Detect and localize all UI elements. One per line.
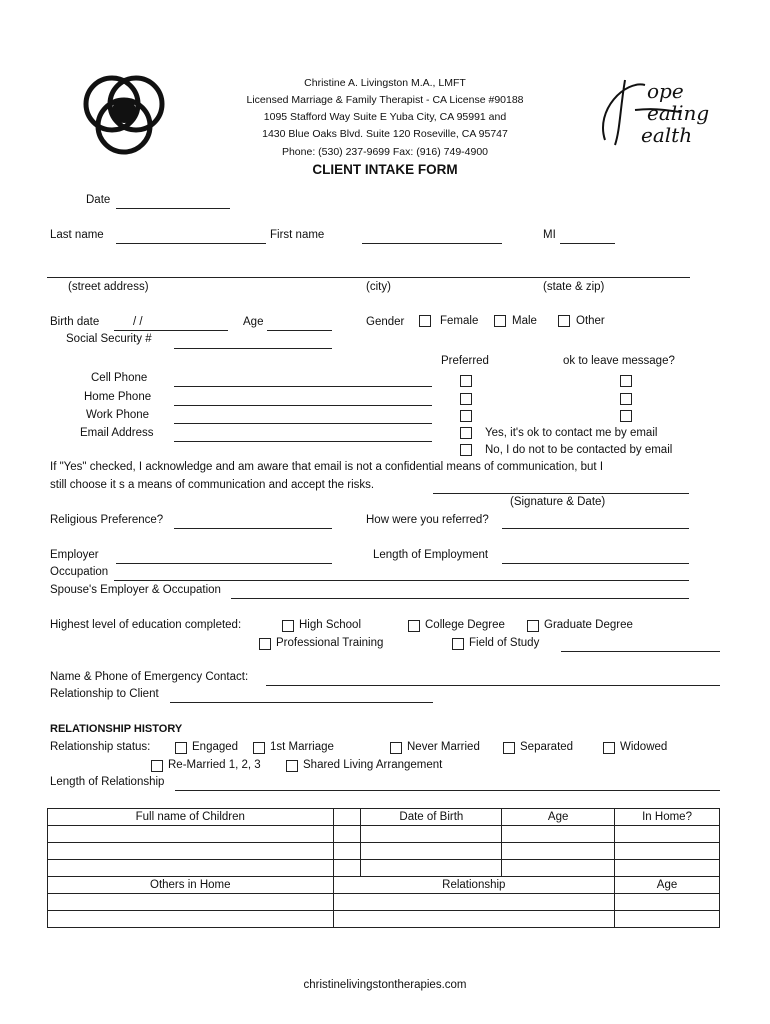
svg-text:ope: ope (647, 79, 684, 103)
header-line-1: Christine A. Livingston M.A., LMFT (304, 77, 466, 89)
email-label: Email Address (80, 427, 154, 439)
graduate-label: Graduate Degree (544, 619, 633, 631)
table-row[interactable] (48, 894, 720, 911)
relationship-history-heading: RELATIONSHIP HISTORY (50, 723, 183, 735)
ssn-field[interactable] (174, 348, 332, 349)
field-study-field[interactable] (561, 651, 720, 652)
gender-label: Gender (366, 316, 405, 328)
first-name-label: First name (270, 229, 325, 241)
female-label: Female (440, 315, 479, 327)
table-cell[interactable] (361, 860, 502, 877)
table-cell[interactable] (48, 843, 334, 860)
age-header: Age (502, 809, 615, 826)
other-gender-checkbox[interactable] (558, 315, 570, 327)
ssn-label: Social Security # (66, 333, 152, 345)
referred-field[interactable] (502, 528, 689, 529)
first-name-field[interactable] (362, 243, 502, 244)
table-cell[interactable] (502, 826, 615, 843)
children-name-header: Full name of Children (48, 809, 334, 826)
birth-date-field[interactable] (114, 330, 228, 331)
last-name-field[interactable] (116, 243, 266, 244)
shared-living-checkbox[interactable] (286, 760, 298, 772)
relationship-client-label: Relationship to Client (50, 688, 159, 700)
table-cell[interactable] (361, 843, 502, 860)
street-label: (street address) (68, 281, 149, 293)
widowed-checkbox[interactable] (603, 742, 615, 754)
table-cell[interactable] (48, 826, 334, 843)
children-table (47, 808, 720, 928)
other-gender-label: Other (576, 315, 605, 327)
header-line-2: Licensed Marriage & Family Therapist - CA License #90188 (246, 94, 524, 106)
disclaimer-line-2: still choose it s a means of communication and accept the risks. (50, 479, 375, 491)
remarried-label: Re-Married 1, 2, 3 (168, 759, 261, 771)
female-checkbox[interactable] (419, 315, 431, 327)
cell-phone-label: Cell Phone (91, 372, 148, 384)
separated-checkbox[interactable] (503, 742, 515, 754)
religious-field[interactable] (174, 528, 332, 529)
age-label: Age (243, 316, 264, 328)
engaged-label: Engaged (192, 741, 239, 753)
table-cell[interactable] (615, 843, 720, 860)
disclaimer-line-1: If "Yes" checked, I acknowledge and am aware that email is not a confidential means of communication, but I (50, 461, 604, 473)
birth-date-label: Birth date (50, 316, 100, 328)
separated-label: Separated (520, 741, 574, 753)
table-row[interactable] (48, 826, 720, 843)
others-age-header: Age (615, 877, 720, 894)
emergency-label: Name & Phone of Emergency Contact: (50, 671, 249, 683)
signature-date-label: (Signature & Date) (510, 496, 606, 508)
header-line-4: 1430 Blue Oaks Blvd. Suite 120 Roseville, CA 95747 (262, 128, 508, 140)
svg-text:ealth: ealth (641, 123, 693, 147)
state-zip-label: (state & zip) (543, 281, 605, 293)
engaged-checkbox[interactable] (175, 742, 187, 754)
employer-label: Employer (50, 549, 99, 561)
employer-field[interactable] (116, 563, 332, 564)
never-married-label: Never Married (407, 741, 480, 753)
table-cell[interactable] (333, 894, 615, 911)
mi-label: MI (543, 229, 556, 241)
work-message-checkbox[interactable] (620, 410, 632, 422)
education-label: Highest level of education completed: (50, 619, 242, 631)
table-row[interactable] (48, 860, 720, 877)
age-field[interactable] (267, 330, 332, 331)
home-phone-label: Home Phone (84, 391, 152, 403)
city-label: (city) (366, 281, 391, 293)
date-field[interactable] (116, 208, 230, 209)
field-study-label: Field of Study (469, 637, 540, 649)
table-cell[interactable] (615, 911, 720, 928)
graduate-checkbox[interactable] (527, 620, 539, 632)
home-preferred-checkbox[interactable] (460, 393, 472, 405)
occupation-field[interactable] (114, 580, 689, 581)
table-cell[interactable] (333, 826, 361, 843)
home-message-checkbox[interactable] (620, 393, 632, 405)
email-no-label: No, I do not to be contacted by email (485, 444, 673, 456)
page-title: CLIENT INTAKE FORM (312, 162, 458, 177)
email-field[interactable] (174, 441, 432, 442)
male-checkbox[interactable] (494, 315, 506, 327)
high-school-checkbox[interactable] (282, 620, 294, 632)
spouse-field[interactable] (231, 598, 689, 599)
mi-field[interactable] (560, 243, 615, 244)
date-label: Date (86, 194, 111, 206)
home-phone-field[interactable] (174, 405, 432, 406)
work-phone-field[interactable] (174, 423, 432, 424)
college-checkbox[interactable] (408, 620, 420, 632)
length-employment-field[interactable] (502, 563, 689, 564)
table-row[interactable] (48, 911, 720, 928)
others-header-row (48, 877, 720, 894)
dob-header: Date of Birth (361, 809, 502, 826)
table-cell (333, 809, 361, 826)
cell-phone-field[interactable] (174, 386, 432, 387)
email-no-checkbox[interactable] (460, 444, 472, 456)
length-employment-label: Length of Employment (373, 549, 489, 561)
birth-date-slashes: / / (133, 316, 143, 328)
relationship-client-field[interactable] (170, 702, 433, 703)
professional-checkbox[interactable] (259, 638, 271, 650)
email-yes-label: Yes, it's ok to contact me by email (485, 427, 658, 439)
male-label: Male (512, 315, 537, 327)
in-home-header: In Home? (615, 809, 720, 826)
table-row[interactable] (48, 843, 720, 860)
table-cell[interactable] (615, 860, 720, 877)
cell-message-checkbox[interactable] (620, 375, 632, 387)
table-cell[interactable] (615, 826, 720, 843)
table-cell[interactable] (48, 911, 334, 928)
table-cell[interactable] (615, 894, 720, 911)
table-cell[interactable] (333, 843, 361, 860)
preferred-label: Preferred (441, 355, 489, 367)
college-label: College Degree (425, 619, 505, 631)
occupation-label: Occupation (50, 566, 109, 578)
footer-website: christinelivingstontherapies.com (303, 979, 467, 991)
hope-healing-health-logo (585, 70, 725, 150)
table-cell[interactable] (48, 894, 334, 911)
length-relationship-label: Length of Relationship (50, 776, 165, 788)
svg-text:ealing: ealing (647, 101, 710, 125)
table-cell[interactable] (48, 860, 334, 877)
shared-living-label: Shared Living Arrangement (303, 759, 443, 771)
referred-label: How were you referred? (366, 514, 489, 526)
address-field[interactable] (47, 277, 690, 278)
ok-leave-message-label: ok to leave message? (563, 355, 675, 367)
table-cell[interactable] (333, 911, 615, 928)
first-marriage-label: 1st Marriage (270, 741, 334, 753)
email-yes-checkbox[interactable] (460, 427, 472, 439)
work-phone-label: Work Phone (86, 409, 150, 421)
relationship-header: Relationship (333, 877, 615, 894)
emergency-field[interactable] (266, 685, 720, 686)
religious-label: Religious Preference? (50, 514, 164, 526)
spouse-label: Spouse's Employer & Occupation (50, 584, 221, 596)
high-school-label: High School (299, 619, 362, 631)
signature-field[interactable] (433, 493, 689, 494)
children-header-row (48, 809, 720, 826)
others-in-home-header: Others in Home (48, 877, 334, 894)
table-cell[interactable] (333, 860, 361, 877)
length-relationship-field[interactable] (175, 790, 720, 791)
table-cell[interactable] (502, 860, 615, 877)
table-cell[interactable] (361, 826, 502, 843)
work-preferred-checkbox[interactable] (460, 410, 472, 422)
header-line-3: 1095 Stafford Way Suite E Yuba City, CA 95991 and (263, 111, 507, 123)
cell-preferred-checkbox[interactable] (460, 375, 472, 387)
field-study-checkbox[interactable] (452, 638, 464, 650)
last-name-label: Last name (50, 229, 104, 241)
first-marriage-checkbox[interactable] (253, 742, 265, 754)
circles-logo (82, 72, 168, 158)
relationship-status-label: Relationship status: (50, 741, 151, 753)
never-married-checkbox[interactable] (390, 742, 402, 754)
widowed-label: Widowed (620, 741, 668, 753)
header-line-5: Phone: (530) 237-9699 Fax: (916) 749-4900 (281, 146, 489, 158)
remarried-checkbox[interactable] (151, 760, 163, 772)
table-cell[interactable] (502, 843, 615, 860)
professional-label: Professional Training (276, 637, 384, 649)
